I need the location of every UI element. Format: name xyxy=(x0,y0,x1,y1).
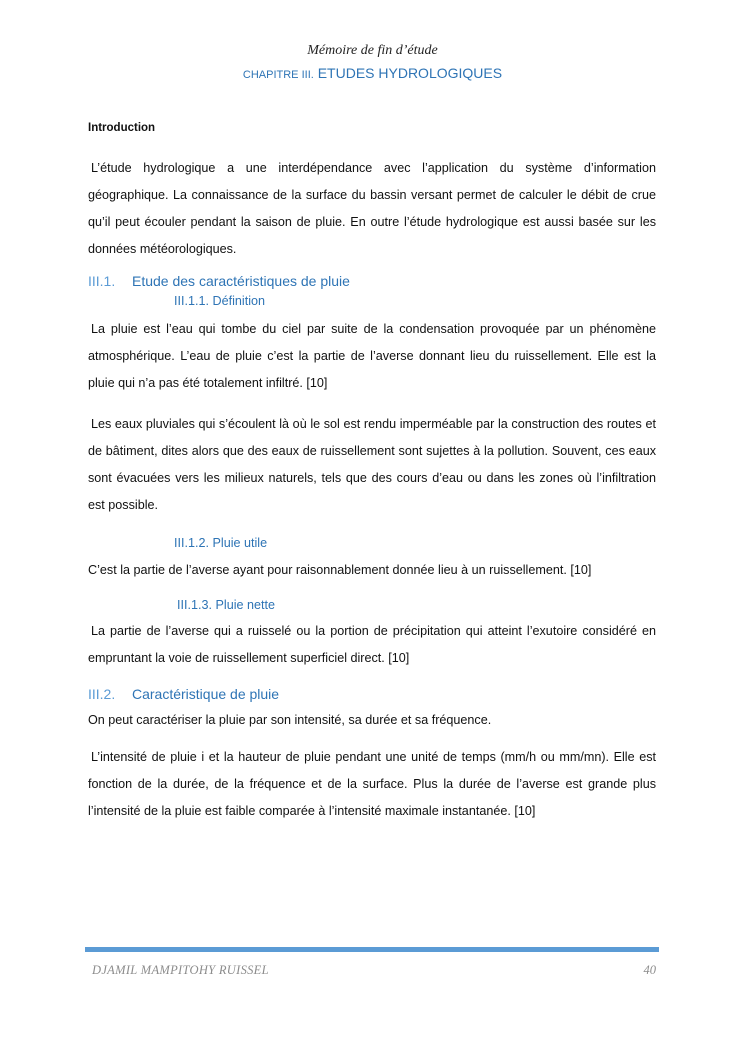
footer-divider xyxy=(85,947,659,952)
footer-author: DJAMIL MAMPITOHY RUISSEL xyxy=(92,963,269,977)
introduction-title: Introduction xyxy=(88,122,156,134)
memoir-title: Mémoire de fin d’étude xyxy=(307,43,438,58)
page-number: 40 xyxy=(643,963,656,977)
section-heading-2 xyxy=(88,684,656,704)
definition-paragraph-2: Les eaux pluviales qui s’écoulent là où le sol est rendu imperméable par la construction des routes et de bâtiment, dites alors que des eaux de ruissellement sont sujettes à la pollution. Souvent, ces eaux sont évacuées vers les milieux naturels, tels que des cours d’eau ou dans les zones où l’infiltration est possible. xyxy=(88,417,656,512)
caracteristique-paragraph-2: L’intensité de pluie i et la hauteur de pluie pendant une unité de temps (mm/h ou mm/mn). Elle est fonction de la durée, de la fréquence et de la surface. Plus la durée de l’averse est grande plus l’intensité de la pluie est faible comparée à l’intensité maximale instantanée. [10] xyxy=(88,750,656,818)
chapter-prefix: CHAPITRE III. xyxy=(242,69,314,81)
caracteristique-paragraph-1: On peut caractériser la pluie par son intensité, sa durée et sa fréquence. xyxy=(88,713,492,727)
subsection-heading-pluie-utile: III.1.2. Pluie utile xyxy=(174,536,268,550)
section-number: III.2. xyxy=(88,686,116,702)
subsection-heading-definition: III.1.1. Définition xyxy=(174,294,266,308)
section-number: III.1. xyxy=(88,273,116,289)
definition-paragraph-1: La pluie est l’eau qui tombe du ciel par suite de la condensation provoquée par un phénomène atmosphérique. L’eau de pluie c’est la partie de l’averse donnant lieu du ruissellement. Elle est la pluie qui n’a pas été totalement infiltré. [10] xyxy=(88,322,656,390)
chapter-title: ETUDES HYDROLOGIQUES xyxy=(317,65,503,81)
section-heading-1 xyxy=(88,271,656,291)
subsection-heading-pluie-nette: III.1.3. Pluie nette xyxy=(177,598,276,612)
page-content xyxy=(88,118,656,839)
introduction-paragraph: L’étude hydrologique a une interdépendance avec l’application du système d’information géographique. La connaissance de la surface du bassin versant permet de calculer le débit de crue qu’il peut écouler pendant la saison de pluie. En outre l’étude hydrologique est aussi basée sur les données météorologiques. xyxy=(88,161,656,256)
section-title: Caractéristique de pluie xyxy=(132,686,280,702)
chapter-heading xyxy=(0,65,745,81)
section-title: Etude des caractéristiques de pluie xyxy=(132,273,350,289)
pluie-utile-paragraph: C’est la partie de l’averse ayant pour raisonnablement donnée lieu à un ruissellement. [10] xyxy=(88,563,592,577)
pluie-nette-paragraph: La partie de l’averse qui a ruisselé ou la portion de précipitation qui atteint l’exutoire considéré en empruntant la voie de ruissellement superficiel direct. [10] xyxy=(88,624,656,665)
